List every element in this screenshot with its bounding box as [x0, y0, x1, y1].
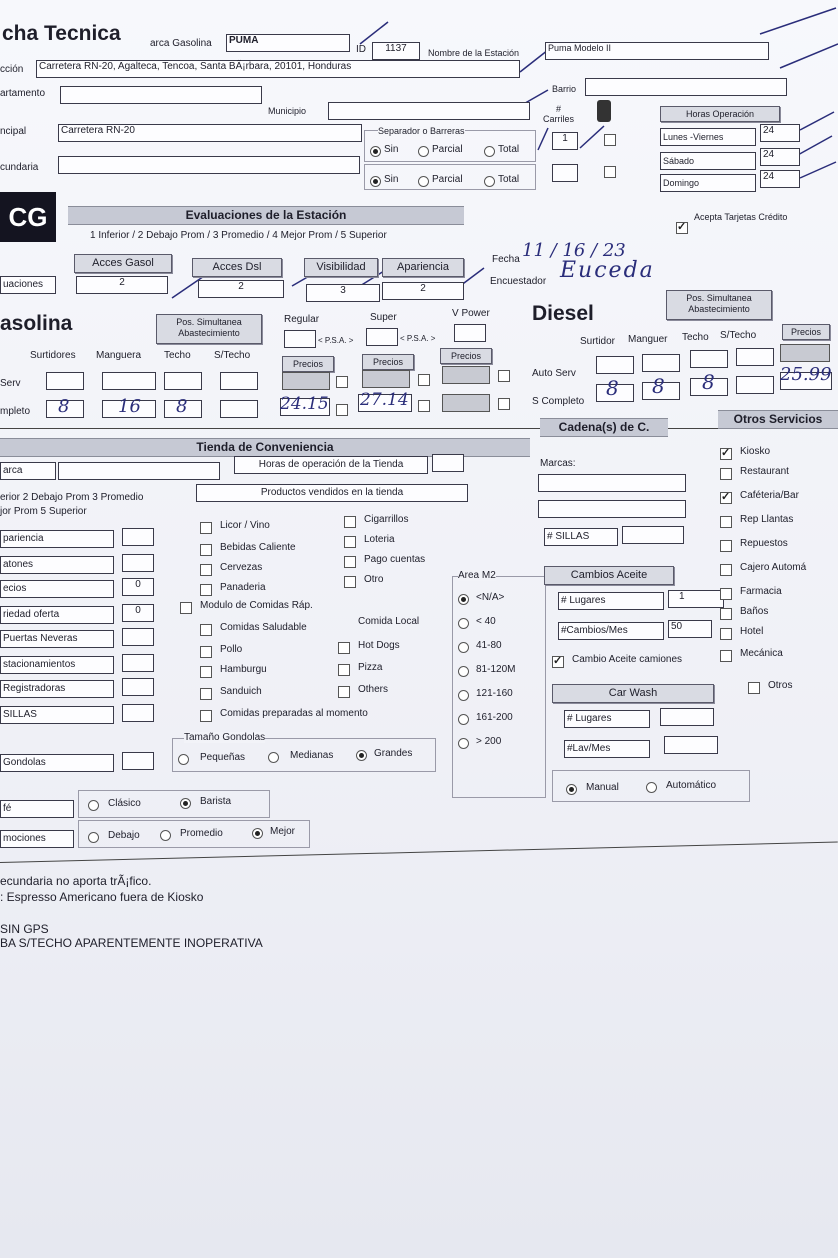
direccion-label: cción: [0, 64, 24, 75]
acepta-tarjetas-checkbox[interactable]: [676, 222, 688, 234]
diesel-auto-serv-label: Auto Serv: [532, 368, 576, 379]
tienda-metric-label-1: atones: [0, 556, 114, 574]
diesel-completo-label: S Completo: [532, 396, 585, 407]
note-line-2: : Espresso Americano fuera de Kiosko: [0, 890, 204, 904]
visibilidad-button[interactable]: Visibilidad: [304, 258, 378, 277]
separador-check-1[interactable]: [604, 134, 616, 146]
otros-servicio-checkbox-6[interactable]: [720, 588, 732, 600]
col-stecho: S/Techo: [214, 350, 251, 361]
gas-serv-manguera[interactable]: [102, 372, 156, 390]
producto-checkbox-1[interactable]: [200, 544, 212, 556]
principal-label: ncipal: [0, 126, 27, 137]
tienda-metric-label-0: pariencia: [0, 530, 114, 548]
municipio-label: Municipio: [268, 106, 307, 116]
tamano-radio-medianas[interactable]: [268, 752, 279, 763]
otros-servicio-label-6: Farmacia: [740, 586, 782, 597]
area-option-6: > 200: [476, 736, 502, 747]
carwash-radio-automatico[interactable]: [646, 782, 657, 793]
cg-logo: CG: [0, 192, 56, 242]
gas-serv-precio-super[interactable]: [362, 370, 410, 388]
principal-field[interactable]: Carretera RN-20: [58, 124, 362, 142]
producto-label-1: Bebidas Caliente: [220, 542, 296, 553]
acces-dsl-button[interactable]: Acces Dsl: [192, 258, 282, 277]
otros-servicio-checkbox-9[interactable]: [720, 650, 732, 662]
evaluaciones-scale: 1 Inferior / 2 Debajo Prom / 3 Promedio / 4 Mejor Prom / 5 Superior: [90, 230, 387, 241]
comida-checkbox-4[interactable]: [200, 710, 212, 722]
otros-servicio-checkbox-4[interactable]: [720, 540, 732, 552]
lunes-field[interactable]: 24: [760, 124, 800, 142]
sep1-radio-total[interactable]: [484, 146, 495, 157]
tienda-metric-field-2[interactable]: 0: [122, 578, 154, 596]
tamano-medianas: Medianas: [290, 750, 334, 761]
precios-super-header: Precios: [362, 354, 414, 370]
sep2-option-parcial: Parcial: [432, 174, 463, 185]
domingo-field[interactable]: 24: [760, 170, 800, 188]
diesel-auto-surtidor[interactable]: [596, 356, 634, 374]
gasolina-title: asolina: [0, 312, 73, 335]
area-radio-0[interactable]: [458, 594, 469, 605]
area-option-4: 121-160: [476, 688, 513, 699]
aceite-camiones-label: Cambio Aceite camiones: [572, 654, 683, 665]
comida-label-5: Hot Dogs: [358, 640, 400, 651]
col-surtidores: Surtidores: [30, 350, 76, 361]
marcas-field-1[interactable]: [538, 474, 686, 492]
acepta-tarjetas-label: Acepta Tarjetas Crédito: [694, 212, 788, 222]
tienda-metric-label-5: stacionamientos: [0, 656, 114, 674]
otros-servicio-checkbox-2[interactable]: [720, 492, 732, 504]
comida-label-4: Comidas preparadas al momento: [220, 708, 368, 719]
carriles-field-1[interactable]: 1: [552, 132, 578, 150]
promo-radio-promedio[interactable]: [160, 830, 171, 841]
diesel-pos-simultanea-button[interactable]: Pos. Simultanea Abastecimiento: [666, 290, 772, 320]
cafe-clasico: Clásico: [108, 798, 141, 809]
area-radio-3[interactable]: [458, 666, 469, 677]
separador-check-2[interactable]: [604, 166, 616, 178]
sep2-radio-total[interactable]: [484, 176, 495, 187]
productos-label: Productos vendidos en la tienda: [196, 484, 468, 502]
gas-serv-techo[interactable]: [164, 372, 202, 390]
acces-gasol-button[interactable]: Acces Gasol: [74, 254, 172, 273]
area-radio-4[interactable]: [458, 690, 469, 701]
otros-servicio-label-5: Cajero Automá: [740, 562, 807, 573]
col-techo: Techo: [164, 350, 191, 361]
horas-operacion-header: Horas Operación: [660, 106, 780, 122]
psa-label-2: < P.S.A. >: [400, 334, 436, 343]
cadena-sillas-label: # SILLAS: [544, 528, 618, 546]
gas-completo-manguera: 16: [118, 396, 141, 417]
tienda-metric-label-3: riedad oferta: [0, 606, 114, 624]
gas-pos-simultanea-button[interactable]: Pos. Simultanea Abastecimiento: [156, 314, 262, 344]
tienda-header: Tienda de Conveniencia: [0, 438, 530, 457]
tienda-metric-field-8[interactable]: [122, 752, 154, 770]
section-separator: [0, 428, 838, 429]
tienda-metric-label-6: Registradoras: [0, 680, 114, 698]
marcas-label: Marcas:: [540, 458, 576, 469]
gas-serv-label: Serv: [0, 378, 21, 389]
cafe-radio-barista[interactable]: [180, 798, 191, 809]
carwash-lav-label: #Lav/Mes: [564, 740, 650, 758]
cadena-sillas-field[interactable]: [622, 526, 684, 544]
producto-label-0: Licor / Vino: [220, 520, 270, 531]
regular-psa-field[interactable]: [284, 330, 316, 348]
aceite-lugares-label: # Lugares: [558, 592, 664, 610]
comida-checkbox-3[interactable]: [200, 688, 212, 700]
cadena-header: Cadena(s) de C.: [540, 418, 668, 437]
cafe-label: fé: [0, 800, 74, 818]
producto-checkbox-4[interactable]: [344, 516, 356, 528]
promo-mejor: Mejor: [270, 826, 296, 837]
cambios-aceite-header: Cambios Aceite: [544, 566, 674, 585]
lunes-label: Lunes -Viernes: [660, 128, 756, 146]
diesel-auto-techo[interactable]: [690, 350, 728, 368]
tienda-metric-label-4: Puertas Neveras: [0, 630, 114, 648]
tienda-horas-field[interactable]: [432, 454, 464, 472]
carwash-radio-manual[interactable]: [566, 784, 577, 795]
area-radio-1[interactable]: [458, 618, 469, 629]
comida-checkbox-2[interactable]: [200, 666, 212, 678]
producto-label-4: Cigarrillos: [364, 514, 409, 525]
diesel-auto-manguer[interactable]: [642, 354, 680, 372]
aceite-lugares-field[interactable]: 1: [668, 590, 724, 608]
otros-servicio-label-2: Caféteria/Bar: [740, 490, 799, 501]
area-group: [452, 576, 546, 798]
diesel-auto-stecho[interactable]: [736, 348, 774, 366]
modulo-comidas-label: Modulo de Comidas Ráp.: [200, 600, 313, 611]
id-field[interactable]: 1137: [372, 42, 420, 60]
area-option-1: < 40: [476, 616, 496, 627]
traffic-light-icon: [597, 100, 611, 122]
producto-checkbox-7[interactable]: [344, 576, 356, 588]
carwash-automatico: Automático: [666, 780, 717, 791]
area-option-2: 41-80: [476, 640, 502, 651]
gas-completo-techo: 8: [176, 396, 188, 417]
tienda-metric-field-1[interactable]: [122, 554, 154, 572]
gas-completo-label: mpleto: [0, 406, 31, 417]
otros-servicio-checkbox-3[interactable]: [720, 516, 732, 528]
gas-completo-surtidores: 8: [58, 396, 70, 417]
diesel-title: Diesel: [532, 302, 594, 325]
comida-label-7: Others: [358, 684, 389, 695]
diesel-col-techo: Techo: [682, 332, 709, 343]
producto-checkbox-3[interactable]: [200, 584, 212, 596]
note-line-4: BA S/TECHO APARENTEMENTE INOPERATIVA: [0, 936, 263, 950]
sep-option-total: Total: [498, 144, 520, 155]
tienda-metric-field-4[interactable]: [122, 628, 154, 646]
producto-label-2: Cervezas: [220, 562, 263, 573]
diesel-auto-precio[interactable]: [780, 344, 830, 362]
area-radio-2[interactable]: [458, 642, 469, 653]
super-label: Super: [370, 312, 397, 323]
otros-servicio-label-8: Hotel: [740, 626, 764, 637]
col-manguera: Manguera: [96, 350, 142, 361]
aceite-cambios-field[interactable]: 50: [668, 620, 712, 638]
cafe-radio-clasico[interactable]: [88, 800, 99, 811]
tienda-metric-label-8: Gondolas: [0, 754, 114, 772]
sep1-radio-sin[interactable]: [370, 146, 381, 157]
producto-label-5: Loteria: [364, 534, 395, 545]
gas-serv-check-vpower[interactable]: [498, 370, 510, 382]
promociones-label: mociones: [0, 830, 74, 848]
evaluaciones-header: Evaluaciones de la Estación: [68, 206, 464, 225]
otros-servicio-checkbox-5[interactable]: [720, 564, 732, 576]
separador-label: Separador o Barreras: [378, 126, 465, 136]
gas-precio-vpower[interactable]: [442, 394, 490, 412]
nombre-field[interactable]: Puma Modelo II: [545, 42, 769, 60]
tamano-pequenas: Pequeñas: [200, 752, 246, 763]
super-psa-field[interactable]: [366, 328, 398, 346]
tienda-scale-1: erior 2 Debajo Prom 3 Promedio: [0, 492, 144, 503]
domingo-label: Domingo: [660, 174, 756, 192]
sep-option-sin: Sin: [384, 144, 399, 155]
tienda-metric-field-0[interactable]: [122, 528, 154, 546]
otros-servicio-checkbox-8[interactable]: [720, 628, 732, 640]
tienda-marca-label: arca: [0, 462, 56, 480]
diesel-completo-stecho[interactable]: [736, 376, 774, 394]
producto-checkbox-6[interactable]: [344, 556, 356, 568]
apariencia-value[interactable]: 2: [382, 282, 464, 300]
sabado-label: Sábado: [660, 152, 756, 170]
otros-servicio-label-0: Kiosko: [740, 446, 771, 457]
diesel-completo-surtidor: 8: [606, 376, 619, 400]
area-option-5: 161-200: [476, 712, 513, 723]
encuestador-label: Encuestador: [490, 276, 547, 287]
tienda-scale-2: jor Prom 5 Superior: [0, 506, 87, 517]
area-option-0: <N/A>: [476, 592, 505, 603]
carriles-field-2[interactable]: [552, 164, 578, 182]
gas-serv-stecho[interactable]: [220, 372, 258, 390]
precios-vpower-header: Precios: [440, 348, 492, 364]
carwash-manual: Manual: [586, 782, 619, 793]
tienda-metric-field-3[interactable]: 0: [122, 604, 154, 622]
otros-servicio-label-4: Repuestos: [740, 538, 788, 549]
diesel-completo-precio: 25.99: [780, 364, 832, 385]
area-radio-6[interactable]: [458, 738, 469, 749]
nombre-label: Nombre de la Estación: [428, 48, 520, 58]
comida-label-3: Sanduich: [220, 686, 262, 697]
vpower-psa-field[interactable]: [454, 324, 486, 342]
comida-label-2: Hamburgu: [220, 664, 267, 675]
id-label: ID: [356, 44, 366, 55]
comida-label-0: Comidas Saludable: [220, 622, 307, 633]
marcas-field-2[interactable]: [538, 500, 686, 518]
comida-checkbox-7[interactable]: [338, 686, 350, 698]
comida-checkbox-6[interactable]: [338, 664, 350, 676]
tienda-marca-field[interactable]: [58, 462, 220, 480]
producto-checkbox-5[interactable]: [344, 536, 356, 548]
marca-field[interactable]: PUMA: [226, 34, 350, 52]
aceite-camiones-checkbox[interactable]: [552, 656, 564, 668]
producto-label-3: Panaderia: [220, 582, 266, 593]
tienda-horas-label: Horas de operación de la Tienda: [234, 456, 428, 474]
gas-precio-super: 27.14: [360, 390, 409, 410]
diesel-col-manguer: Manguer: [628, 334, 668, 345]
carriles-label: # Carriles: [543, 104, 575, 124]
fecha-label: Fecha: [492, 254, 520, 265]
modulo-comidas-checkbox[interactable]: [180, 602, 192, 614]
otros-servicio-label-9: Mecánica: [740, 648, 783, 659]
promo-promedio: Promedio: [180, 828, 223, 839]
secundaria-field[interactable]: [58, 156, 360, 174]
marca-label: arca Gasolina: [150, 38, 212, 49]
apariencia-button[interactable]: Apariencia: [382, 258, 464, 277]
barrio-field[interactable]: [585, 78, 787, 96]
departamento-field[interactable]: [60, 86, 262, 104]
comida-label-1: Pollo: [220, 644, 243, 655]
gas-completo-stecho[interactable]: [220, 400, 258, 418]
area-option-3: 81-120M: [476, 664, 516, 675]
diesel-completo-techo: 8: [702, 370, 715, 394]
acces-gasol-value[interactable]: 2: [76, 276, 168, 294]
sep2-radio-parcial[interactable]: [418, 176, 429, 187]
aceite-cambios-label: #Cambios/Mes: [558, 622, 664, 640]
regular-label: Regular: [284, 314, 320, 325]
direccion-field[interactable]: Carretera RN-20, Agalteca, Tencoa, Santa BÃ¡rbara, 20101, Honduras: [36, 60, 520, 78]
secundaria-label: cundaria: [0, 162, 39, 173]
sep2-option-sin: Sin: [384, 174, 399, 185]
comida-label-6: Pizza: [358, 662, 383, 673]
gas-serv-precio-vpower[interactable]: [442, 366, 490, 384]
sep1-radio-parcial[interactable]: [418, 146, 429, 157]
car-wash-header: Car Wash: [552, 684, 714, 703]
area-label: Area M2: [458, 570, 496, 581]
otros-servicios-header: Otros Servicios: [718, 410, 838, 429]
otros-servicio-label-1: Restaurant: [740, 466, 789, 477]
gas-serv-check-regular[interactable]: [336, 376, 348, 388]
producto-label-7: Otro: [364, 574, 384, 585]
gas-serv-check-super[interactable]: [418, 374, 430, 386]
otros-servicio-label-3: Rep Llantas: [740, 514, 794, 525]
note-line-3: SIN GPS: [0, 922, 49, 936]
carwash-lugares-field[interactable]: [660, 708, 714, 726]
psa-label-1: < P.S.A. >: [318, 336, 354, 345]
tienda-metric-field-7[interactable]: [122, 704, 154, 722]
barrio-label: Barrio: [552, 84, 577, 94]
gas-serv-surtidores[interactable]: [46, 372, 84, 390]
diesel-precios-header: Precios: [782, 324, 830, 340]
tienda-metric-field-5[interactable]: [122, 654, 154, 672]
departamento-label: artamento: [0, 88, 46, 99]
carwash-lav-field[interactable]: [664, 736, 718, 754]
gas-precio-regular: 24.15: [280, 394, 329, 414]
comida-checkbox-1[interactable]: [200, 646, 212, 658]
promo-debajo: Debajo: [108, 830, 140, 841]
promo-radio-mejor[interactable]: [252, 828, 263, 839]
acces-dsl-value[interactable]: 2: [198, 280, 284, 298]
otros-servicio-checkbox-7[interactable]: [720, 608, 732, 620]
comida-checkbox-0[interactable]: [200, 624, 212, 636]
comida-local-label: Comida Local: [358, 616, 420, 627]
tienda-metric-label-2: ecios: [0, 580, 114, 598]
gas-check-regular[interactable]: [336, 404, 348, 416]
otros-servicio-label-7: Baños: [740, 606, 769, 617]
producto-checkbox-2[interactable]: [200, 564, 212, 576]
note-line-1: ecundaria no aporta trÃ¡fico.: [0, 874, 152, 888]
fecha-value: 11 / 16 / 23: [522, 240, 626, 261]
cafe-barista: Barista: [200, 796, 232, 807]
vpower-label: V Power: [452, 308, 490, 319]
otros-servicio-checkbox-0[interactable]: [720, 448, 732, 460]
sep-option-parcial: Parcial: [432, 144, 463, 155]
comida-checkbox-5[interactable]: [338, 642, 350, 654]
otros-servicio-label-10: Otros: [768, 680, 793, 691]
municipio-field[interactable]: [328, 102, 530, 120]
promo-radio-debajo[interactable]: [88, 832, 99, 843]
page-title: cha Tecnica: [2, 22, 121, 45]
visibilidad-value[interactable]: 3: [306, 284, 380, 302]
tamano-grandes: Grandes: [374, 748, 413, 759]
tienda-metric-label-7: SILLAS: [0, 706, 114, 724]
tamano-radio-grandes[interactable]: [356, 750, 367, 761]
diesel-completo-manguer: 8: [652, 374, 665, 398]
gas-check-vpower[interactable]: [498, 398, 510, 410]
gas-check-super[interactable]: [418, 400, 430, 412]
otros-servicio-checkbox-10[interactable]: [748, 682, 760, 694]
evaluaciones-row-label: uaciones: [0, 276, 56, 294]
otros-servicio-checkbox-1[interactable]: [720, 468, 732, 480]
area-radio-5[interactable]: [458, 714, 469, 725]
tienda-metric-field-6[interactable]: [122, 678, 154, 696]
encuestador-value: Euceda: [560, 258, 655, 283]
tamano-radio-pequenas[interactable]: [178, 754, 189, 765]
diesel-col-surtidor: Surtidor: [580, 336, 616, 347]
sep2-option-total: Total: [498, 174, 520, 185]
tamano-label: Tamaño Gondolas: [184, 732, 266, 743]
cafe-group: [78, 790, 270, 818]
precios-regular-header: Precios: [282, 356, 334, 372]
sep2-radio-sin[interactable]: [370, 176, 381, 187]
diesel-col-stecho: S/Techo: [720, 330, 757, 341]
gas-serv-precio-regular[interactable]: [282, 372, 330, 390]
producto-checkbox-0[interactable]: [200, 522, 212, 534]
producto-label-6: Pago cuentas: [364, 554, 426, 565]
carwash-lugares-label: # Lugares: [564, 710, 650, 728]
sabado-field[interactable]: 24: [760, 148, 800, 166]
